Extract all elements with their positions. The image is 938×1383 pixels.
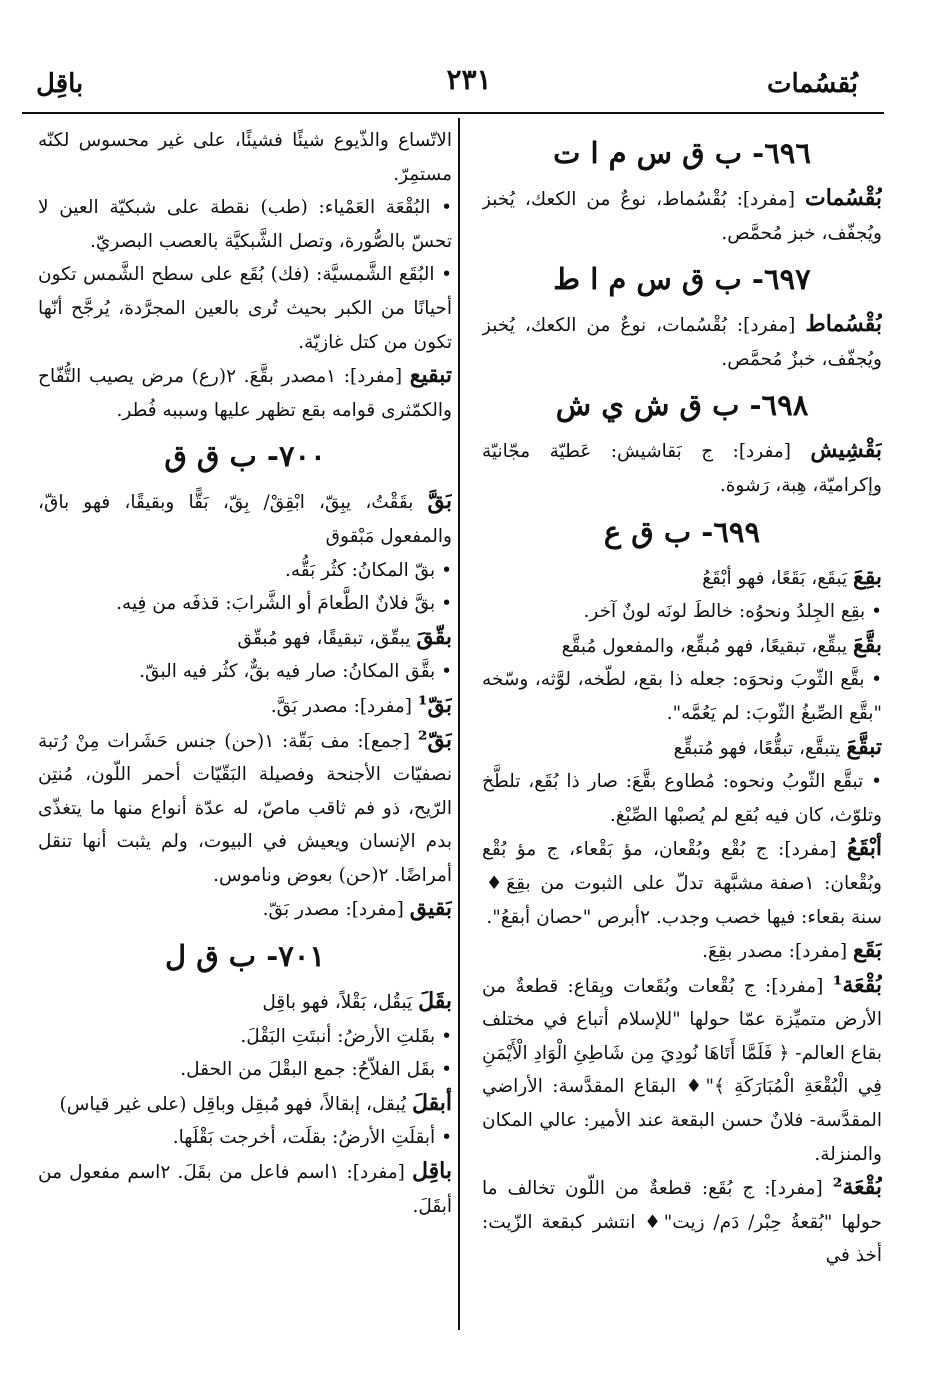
root-heading: ٦٩٩- ب ق ع (603, 514, 761, 549)
sense-line: • تبقَّع الثّوبُ ونحوه: مُطاوع بقَّعَ: صار ذا بُقَع، تلطَّخ وتلوّث، كان فيه بُقع لم يُصبْها الصِّبْغ. (482, 771, 882, 826)
entry-definition: [مفرد]: مصدر بقِعَ. (702, 941, 854, 963)
entry-definition: يبقّق، تبقيقًا، فهو مُبقّق (237, 627, 417, 649)
entry-definition: بقَقْتُ، يبِقّ، ابْقِقْ/ بِقّ، بَقًّا وبقيقًا، فهو باقّ، والمفعول مَبْقوق (38, 492, 452, 547)
entry-definition: [مفرد]: ج بُقَع: قطعةٌ من اللّون تخالف ما حولها "بُقعةُ حِبْر/ دَم/ زيت"♦ انتشر كبقعة الزّيت: أخذ في (482, 1178, 882, 1267)
dictionary-entry (38, 892, 452, 927)
sense-line: • بقَل الفلاّحُ: جمع البقْلَ من الحقل. (180, 1059, 452, 1081)
entry-definition: [مفرد]: مصدر بَقّ. (262, 899, 410, 921)
entry-definition: يَبقُل، بَقْلاً، فهو باقِل (262, 992, 419, 1014)
dictionary-entry (482, 1171, 882, 1273)
dictionary-entry (38, 985, 452, 1020)
headword: بُقْعَة² (832, 1174, 882, 1201)
entry-definition: [جمع]: مف بَقّة: ١(حن) جنس حَشَرات مِنْ رُتبة نصفيّات الأجنحة وفصيلة البَقّيّات أحمر اللّون، مُنتِن الرّيح، ذو فم ثاقب ماصّ، له عدّة أنواع منها ما يتغذّى بدم الإنسان ويعيش في البيوت، ولم يثبت أنها تنقل أمراضًا. ٢(حن) بعوض وناموس. (38, 730, 452, 886)
sense-line: • بقَّق المكانُ: صار فيه بقٌّ، كثُر فيه البقّ. (139, 661, 452, 683)
headword: بَقّ¹ (417, 691, 452, 718)
entry-definition: يَبقَع، بَقَعًا، فهو أبْقَعُ (702, 567, 854, 589)
dictionary-entry (38, 621, 452, 656)
entry-definition: يتبقَّع، تبقُّعًا، فهو مُتبقِّع (673, 737, 847, 759)
header-last-word: باقِل (36, 69, 84, 99)
entry-definition: [مفرد]: ج بُقْعات وبُقَعات وبِقاع: قطعةٌ من الأرض متميِّزة عمّا حولها "للإسلام أتباع في مختلف بقاع العالم- ﴿ فَلَمَّا أَتَاهَا نُودِيَ مِن شَاطِئِ الْوَادِ الْأَيْمَنِ فِي الْبُقْعَةِ الْمُبَارَكَةِ ﴾"♦ البقاع المقدَّسة: الأراضي المقدَّسة- فلانٌ حسن البقعة عند الأمير: عالي المكان والمنزلة. (482, 975, 882, 1165)
root-heading: ٧٠١- ب ق ل (165, 939, 325, 974)
entry-definition: [مفرد]: ١مصدر بقَّعَ. ٢(رع) مرض يصيب التُّفّاح والكمّثرى قوامه بقع تظهر عليها وسببه فُطر. (38, 366, 452, 421)
entry-definition: يبقِّع، تبقيعًا، فهو مُبقِّع، والمفعول مُبقَّع (561, 635, 854, 657)
sense-line: الاتّساع والذّيوع شيئًا فشيئًا، على غير محسوس لكنّه مستمِرّ. (38, 130, 452, 185)
entry-definition: [مفرد]: بُقْسُماط، نوعٌ من الكعك، يُخبز ويُجفّف، خبز مُحمَّص. (482, 189, 882, 244)
dictionary-entry (38, 1087, 452, 1122)
headword: بَقْشِيش (810, 437, 882, 464)
headword: بقِعَ (853, 563, 882, 590)
headword: بَقّ² (417, 726, 452, 753)
sense-line: • بقَّع الثّوبَ ونحوَه: جعله ذا بقع، لطّخه، لوَّثه، وسّخه "بقَّع الصِّبغُ الثّوبَ: لم يَعُمَّه". (482, 669, 882, 724)
root-heading: ٦٩٧- ب ق س م ا ط (553, 262, 811, 297)
headword: باقِل (411, 1158, 452, 1185)
headword: تبقَّعَ (846, 733, 882, 760)
sense-line: • البُقَع الشَّمسيَّة: (فك) بُقَع على سطح الشَّمس تكون أحيانًا من الكبر بحيث تُرى بالعين المجرَّدة، يُرجَّح أنّها تكون من كتل غازيّة. (38, 264, 452, 353)
header-rule (22, 112, 884, 114)
dictionary-entry (38, 359, 452, 427)
headword: بُقْعَة¹ (832, 971, 882, 998)
dictionary-entry (38, 1155, 452, 1223)
root-heading: ٧٠٠- ب ق ق (164, 439, 326, 474)
column-divider (458, 118, 460, 1330)
headword: بُقْسُمات (804, 185, 882, 211)
entry-definition: [مفرد]: ج بَقاشيش: عَطيّة مجّانيّة وإكراميّة، هِبة، رَشوة. (482, 441, 882, 496)
sense-line: • بقَّ فلانٌ الطَّعامَ أو الشَّرابَ: قذفَه من فِيه. (116, 593, 452, 615)
dictionary-entry (482, 434, 882, 502)
dictionary-entry (482, 182, 882, 250)
page-number: ٢٣١ (446, 63, 492, 96)
headword: أبْقَعُ (846, 835, 882, 862)
dictionary-entry (482, 969, 882, 1172)
headword: بُقْسُماط (805, 311, 882, 338)
sense-line: • بقَلتِ الأرضُ: أنبتَتِ البَقْلَ. (240, 1025, 452, 1047)
dictionary-entry (482, 629, 882, 664)
entry-definition: [مفرد]: ١اسم فاعل من بقَلَ. ٢اسم مفعول من أبقَلَ. (38, 1162, 452, 1217)
entry-definition: يُبقل، إبقالاً، فهو مُبقِل وباقِل (على غير قياس) (59, 1093, 412, 1115)
headword: بقَلَ (418, 988, 452, 1015)
headword: بقّقَ (416, 623, 452, 650)
entry-definition: [مفرد]: مصدر بَقَّ. (270, 695, 418, 717)
dictionary-entry (38, 485, 452, 553)
entry-definition: [مفرد]: بُقْسُمات، نوعٌ من الكعك، يُخبز ويُجفّف، خبزٌ مُحمَّص. (482, 315, 882, 370)
headword: بَقَع (853, 937, 882, 964)
root-heading: ٦٩٨- ب ق ش ي ش (555, 388, 809, 423)
headword: أبقلَ (411, 1089, 452, 1116)
dictionary-entry (38, 689, 452, 724)
headword: تبقيع (409, 362, 452, 389)
dictionary-entry (482, 934, 882, 969)
sense-line: • أبقلَتِ الأرضُ: بقلَت، أخرجت بَقْلَها. (172, 1127, 452, 1149)
sense-line: • البُقْعَة العَمْياء: (طب) نقطة على شبكيّة العين لا تحسّ بالصُّورة، وتصل الشَّبكيَّة بالعصب البصريّ. (38, 197, 452, 252)
headword: بقَّعَ (853, 631, 882, 658)
headword: بَقَّ (427, 488, 452, 515)
sense-line: • بقّ المكانُ: كثُر بَقُّه. (284, 559, 452, 581)
dictionary-entry (482, 308, 882, 376)
right-column (482, 124, 882, 1324)
sense-line: • بقِع الجِلدُ ونحوُه: خالطَ لونَه لونٌ آخر. (583, 601, 882, 623)
dictionary-entry (482, 832, 882, 934)
left-column (38, 124, 452, 1324)
header-first-word: بُقسُمات (766, 69, 858, 99)
entry-definition: [مفرد]: ج بُقْع وبُقْعان، مؤ بَقْعاء، ج مؤ بُقْع وبُقْعان: ١صفة مشبَّهة تدلّ على الثبوت من بقِعَ♦ سنة بقعاء: فيها خصب وجدب. ٢أبرص "حصان أبقعُ". (482, 839, 882, 928)
dictionary-entry (38, 724, 452, 893)
headword: بَقيق (409, 895, 452, 922)
root-heading: ٦٩٦- ب ق س م ا ت (553, 136, 811, 170)
dictionary-entry (482, 731, 882, 766)
dictionary-entry (482, 561, 882, 596)
